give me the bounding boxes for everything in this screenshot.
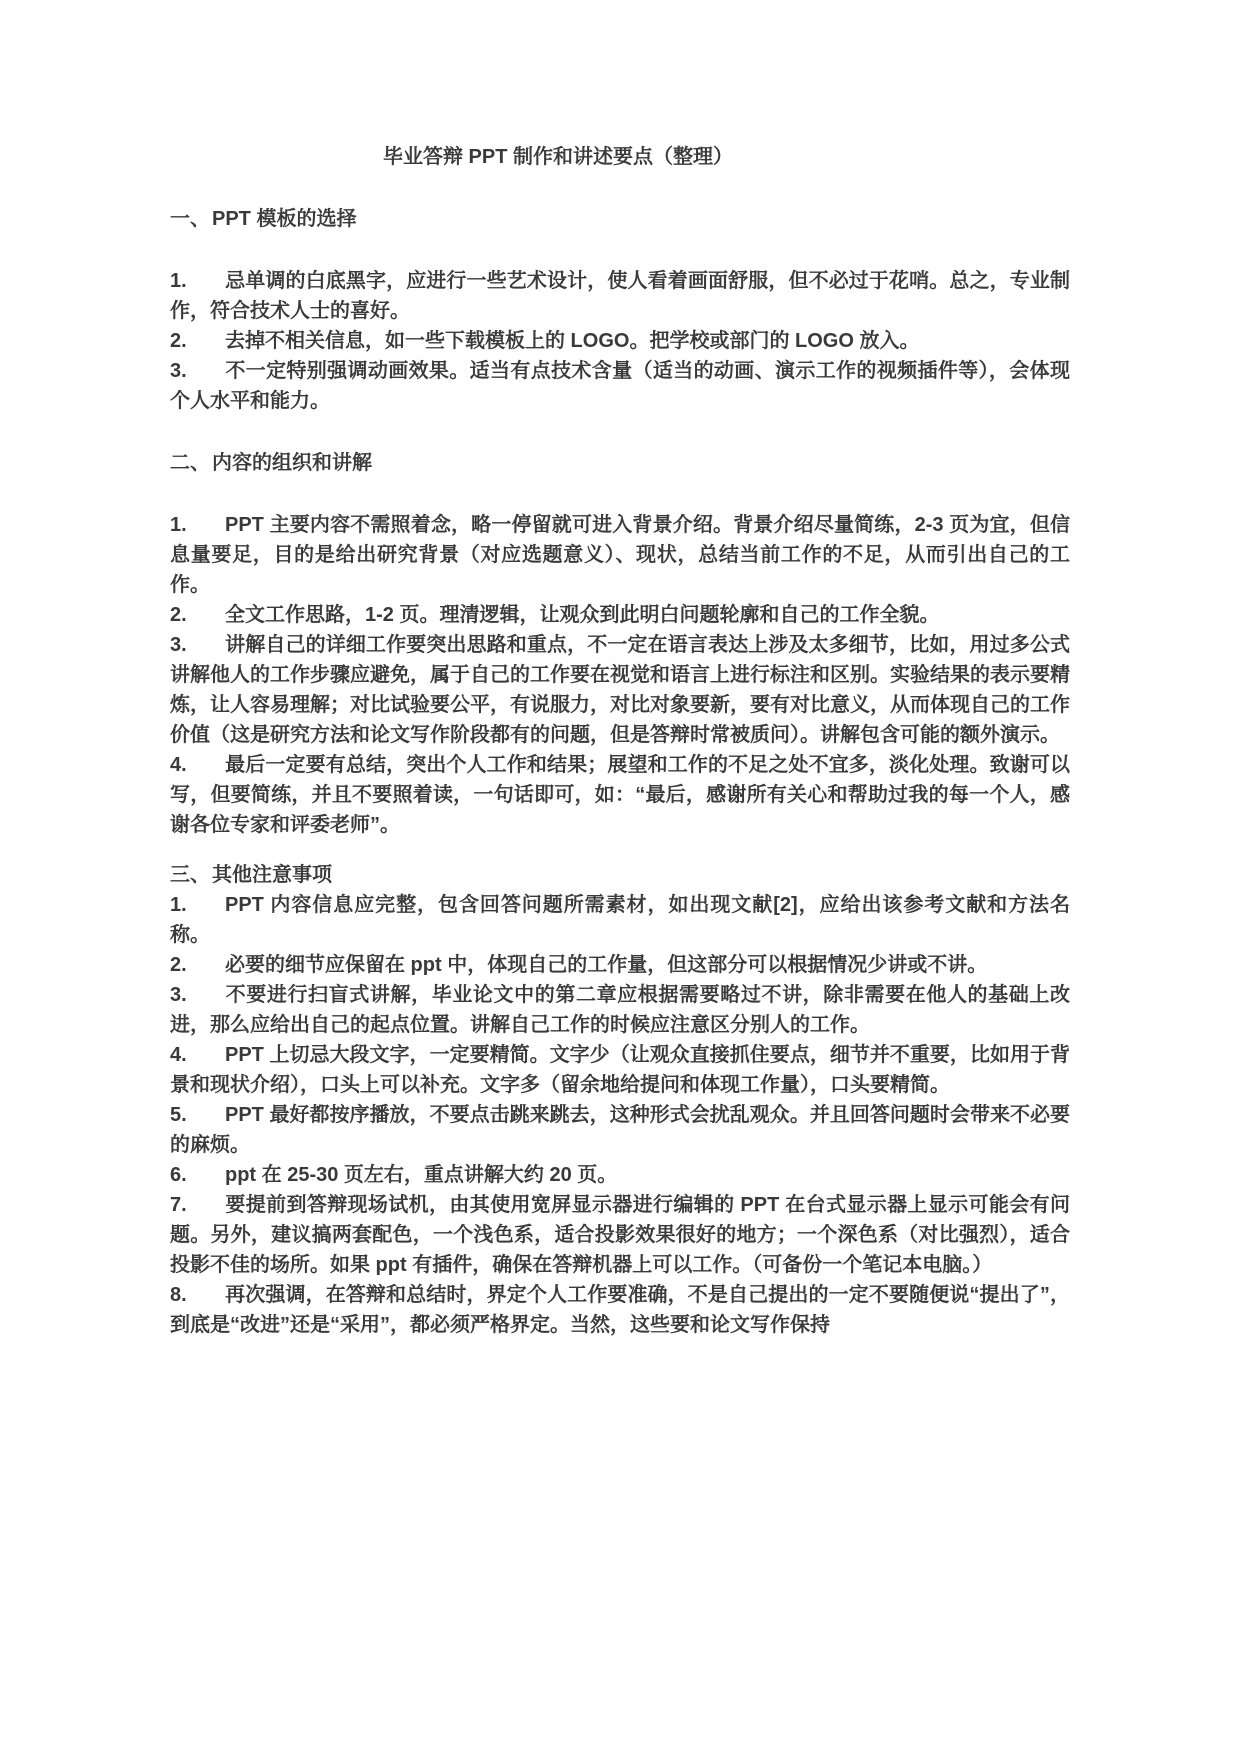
list-item-text: PPT 主要内容不需照着念，略一停留就可进入背景介绍。背景介绍尽量简练，2-3 页为宜，但信息量要足，目的是给出研究背景（对应选题意义）、现状，总结当前工作的不足，从而引出自己的工作。 xyxy=(170,514,1070,596)
list-item-number: 1. xyxy=(170,894,187,916)
list-item-text: 去掉不相关信息，如一些下载模板上的 LOGO。把学校或部门的 LOGO 放入。 xyxy=(225,330,920,352)
list-item xyxy=(170,1190,1070,1280)
list-item-number: 2. xyxy=(170,330,187,352)
section-number: 二、 xyxy=(170,452,210,474)
list-item-text: 不一定特别强调动画效果。适当有点技术含量（适当的动画、演示工作的视频插件等），会体现个人水平和能力。 xyxy=(170,360,1070,412)
list-item-text: 讲解自己的详细工作要突出思路和重点，不一定在语言表达上涉及太多细节，比如，用过多公式讲解他人的工作步骤应避免，属于自己的工作要在视觉和语言上进行标注和区别。实验结果的表示要精炼，让人容易理解；对比试验要公平，有说服力，对比对象要新，要有对比意义，从而体现自己的工作价值（这是研究方法和论文写作阶段都有的问题，但是答辩时常被质问）。讲解包含可能的额外演示。 xyxy=(170,634,1070,746)
list-item-number: 3. xyxy=(170,634,187,656)
list-item-number: 1. xyxy=(170,270,187,292)
section-heading xyxy=(170,204,1070,234)
list-item xyxy=(170,600,1070,630)
list-item xyxy=(170,266,1070,326)
list-item xyxy=(170,980,1070,1040)
section-title: 内容的组织和讲解 xyxy=(212,452,372,474)
list-item-number: 7. xyxy=(170,1194,187,1216)
section-items xyxy=(170,510,1070,840)
list-item-number: 5. xyxy=(170,1104,187,1126)
list-item xyxy=(170,950,1070,980)
list-item xyxy=(170,326,1070,356)
list-item xyxy=(170,356,1070,416)
section-items xyxy=(170,266,1070,416)
section-number: 一、 xyxy=(170,208,210,230)
list-item-text: 忌单调的白底黑字，应进行一些艺术设计，使人看着画面舒服，但不必过于花哨。总之，专业制作，符合技术人士的喜好。 xyxy=(170,270,1070,322)
list-item-number: 6. xyxy=(170,1164,187,1186)
list-item-text: PPT 内容信息应完整，包含回答问题所需素材，如出现文献[2]，应给出该参考文献和方法名称。 xyxy=(170,894,1070,946)
list-item-text: 全文工作思路，1-2 页。理清逻辑，让观众到此明白问题轮廓和自己的工作全貌。 xyxy=(225,604,940,626)
section-heading xyxy=(170,448,1070,478)
list-item-text: 不要进行扫盲式讲解，毕业论文中的第二章应根据需要略过不讲，除非需要在他人的基础上改进，那么应给出自己的起点位置。讲解自己工作的时候应注意区分别人的工作。 xyxy=(170,984,1070,1036)
list-item-text: 要提前到答辩现场试机，由其使用宽屏显示器进行编辑的 PPT 在台式显示器上显示可能会有问题。另外，建议搞两套配色，一个浅色系，适合投影效果很好的地方；一个深色系（对比强烈），适合投影不佳的场所。如果 ppt 有插件，确保在答辩机器上可以工作。（可备份一个笔记本电脑。） xyxy=(170,1194,1070,1276)
section-number: 三、 xyxy=(170,864,210,886)
list-item-text: PPT 最好都按序播放，不要点击跳来跳去，这种形式会扰乱观众。并且回答问题时会带来不必要的麻烦。 xyxy=(170,1104,1070,1156)
list-item-text: 必要的细节应保留在 ppt 中，体现自己的工作量，但这部分可以根据情况少讲或不讲。 xyxy=(225,954,988,976)
list-item-number: 8. xyxy=(170,1284,187,1306)
section-heading xyxy=(170,860,1070,890)
list-item-text: ppt 在 25-30 页左右，重点讲解大约 20 页。 xyxy=(225,1164,618,1186)
list-item xyxy=(170,1160,1070,1190)
list-item-number: 4. xyxy=(170,754,187,776)
list-item-number: 1. xyxy=(170,514,187,536)
list-item-number: 3. xyxy=(170,360,187,382)
list-item-text: 最后一定要有总结，突出个人工作和结果；展望和工作的不足之处不宜多，淡化处理。致谢可以写，但要简练，并且不要照着读，一句话即可，如：“最后，感谢所有关心和帮助过我的每一个人，感谢各位专家和评委老师”。 xyxy=(170,754,1070,836)
section-title: 其他注意事项 xyxy=(212,864,332,886)
list-item xyxy=(170,1100,1070,1160)
list-item-text: PPT 上切忌大段文字，一定要精简。文字少（让观众直接抓住要点，细节并不重要，比如用于背景和现状介绍），口头上可以补充。文字多（留余地给提问和体现工作量），口头要精简。 xyxy=(170,1044,1070,1096)
list-item xyxy=(170,510,1070,600)
list-item xyxy=(170,1040,1070,1100)
list-item-number: 3. xyxy=(170,984,187,1006)
list-item xyxy=(170,1280,1070,1340)
list-item xyxy=(170,750,1070,840)
section-items xyxy=(170,890,1070,1340)
document-title: 毕业答辩 PPT 制作和讲述要点（整理） xyxy=(382,146,733,168)
section-title: PPT 模板的选择 xyxy=(212,208,357,230)
list-item xyxy=(170,630,1070,750)
list-item-number: 2. xyxy=(170,954,187,976)
list-item-number: 2. xyxy=(170,604,187,626)
list-item-text: 再次强调，在答辩和总结时，界定个人工作要准确，不是自己提出的一定不要随便说“提出了”，到底是“改进”还是“采用”，都必须严格界定。当然，这些要和论文写作保持 xyxy=(170,1284,1070,1336)
list-item-number: 4. xyxy=(170,1044,187,1066)
list-item xyxy=(170,890,1070,950)
document-body xyxy=(170,204,1070,1340)
